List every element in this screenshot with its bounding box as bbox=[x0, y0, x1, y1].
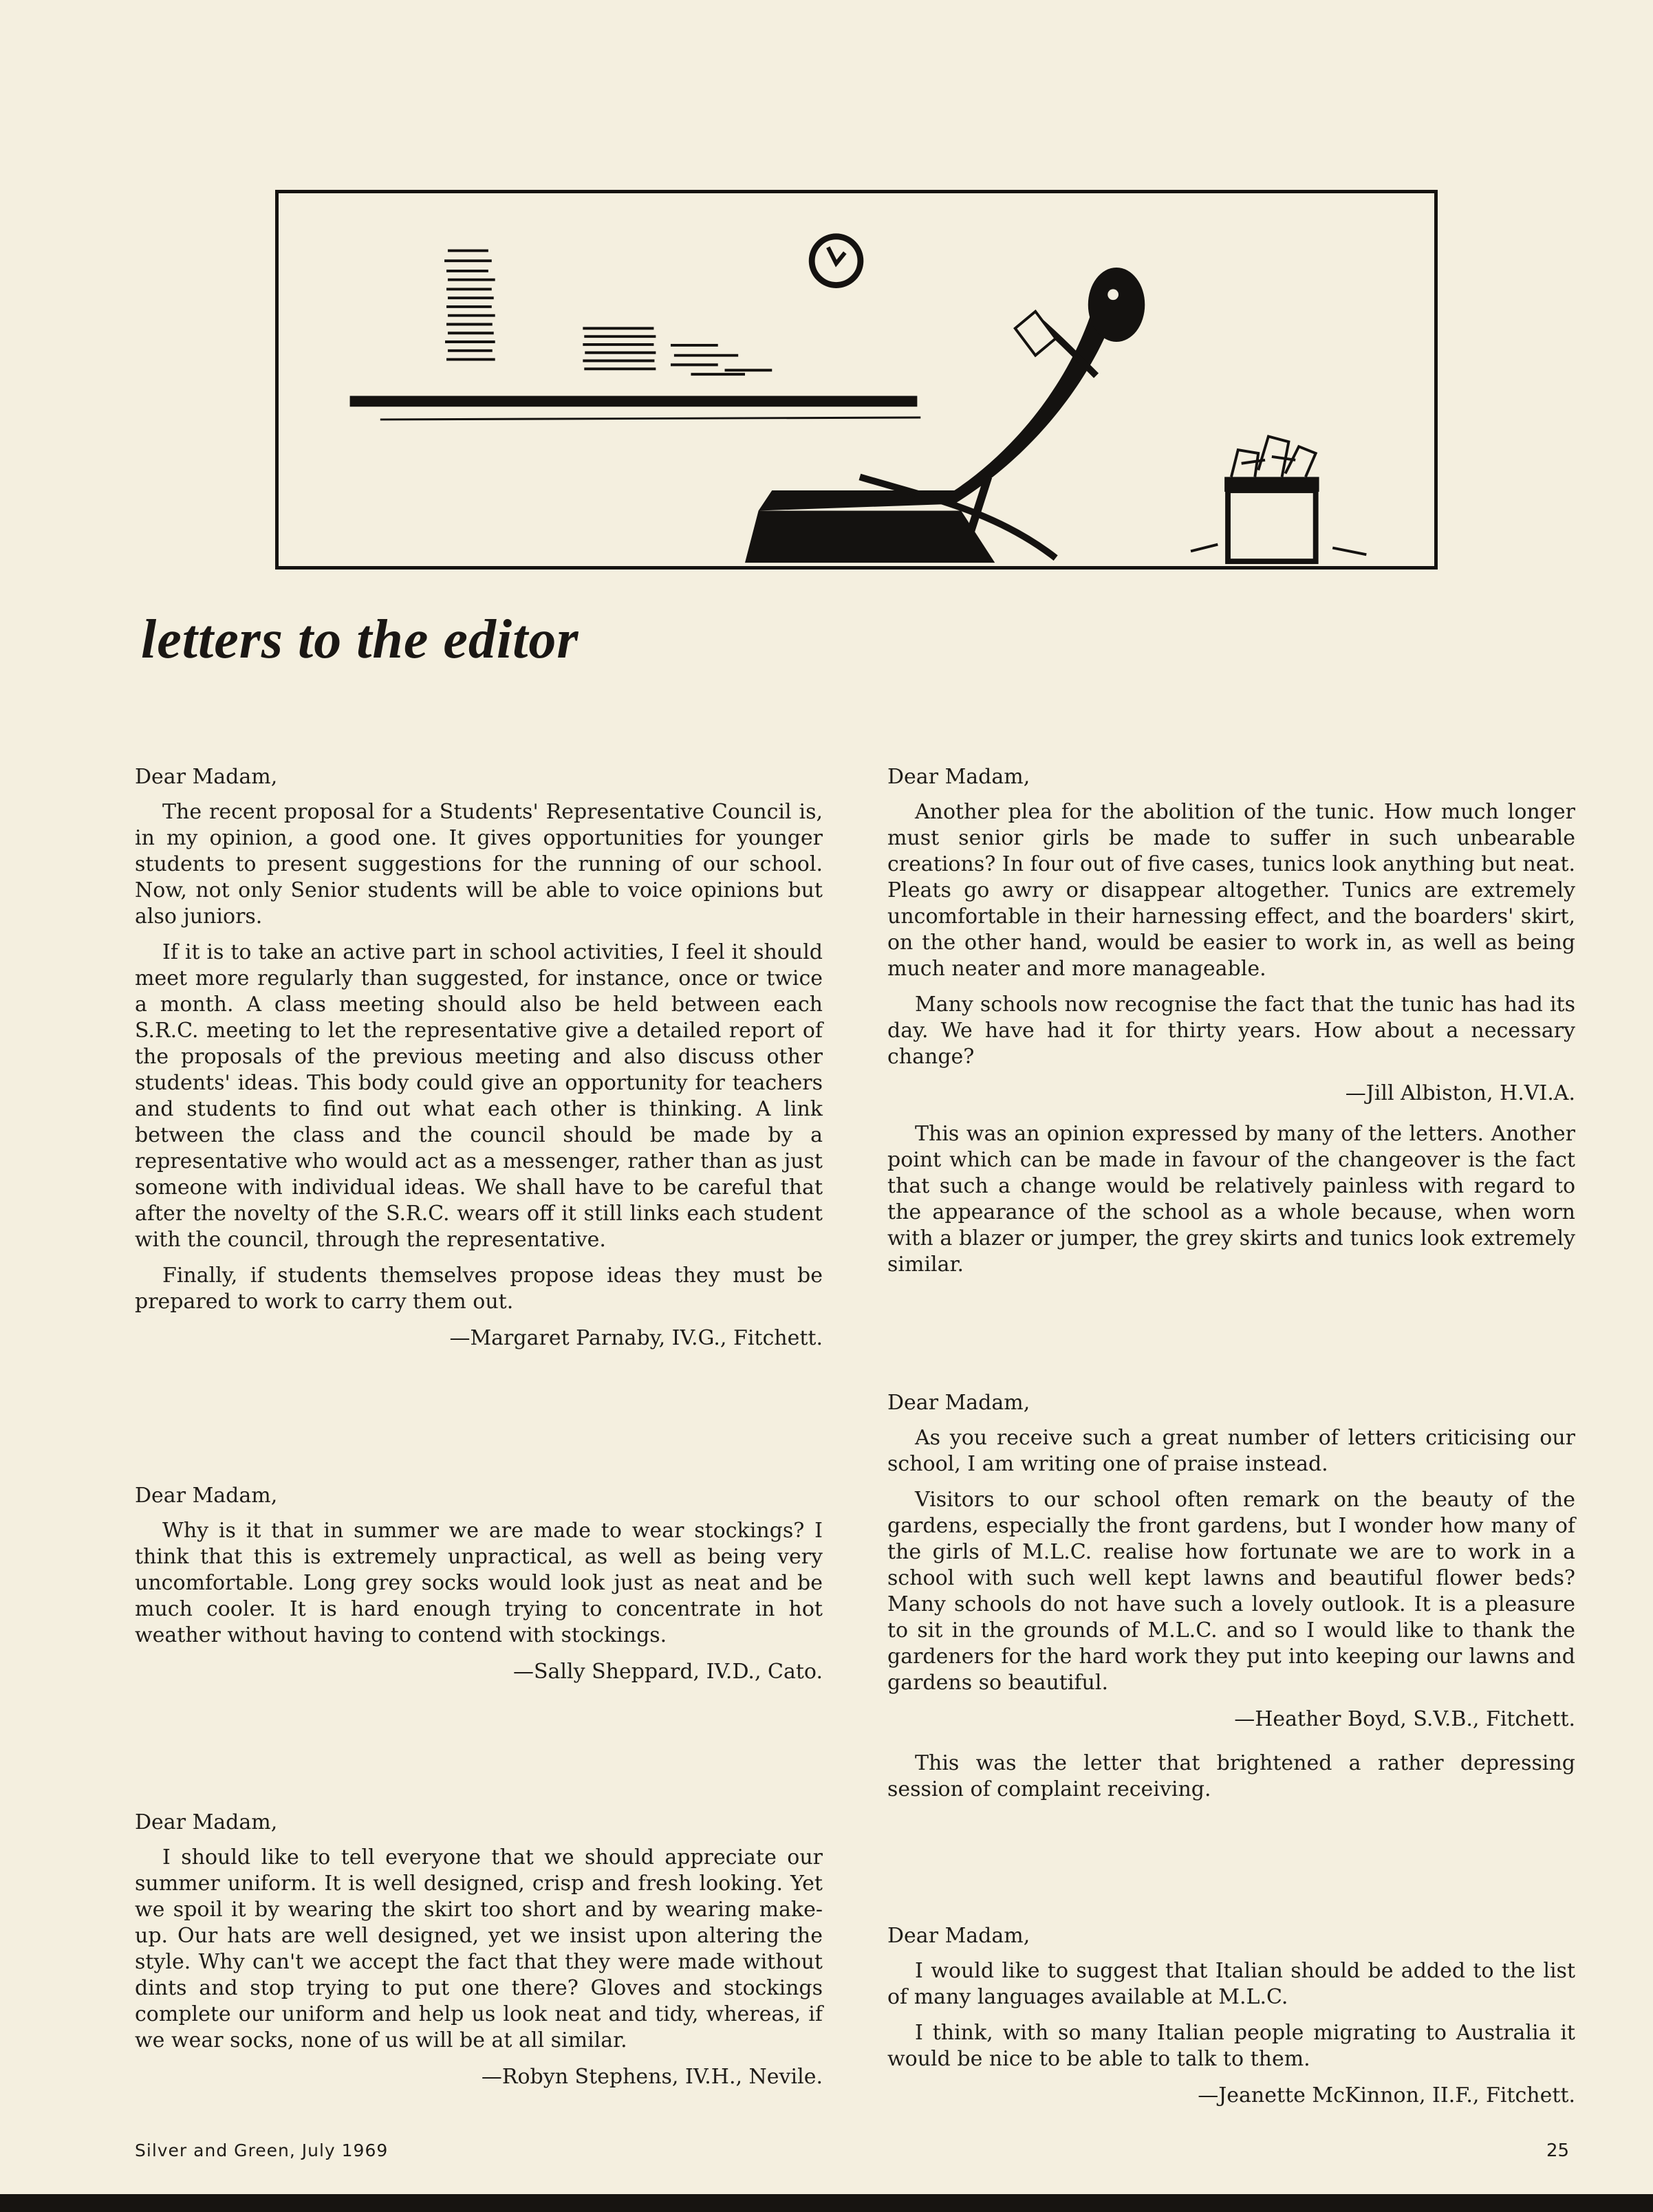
editor-note bbox=[887, 1121, 1575, 1288]
letter-signature: —Sally Sheppard, IV.D., Cato. bbox=[512, 1660, 823, 1684]
editor-note-text: This was an opinion expressed by many of the letters. Another point which can be made in favour of the changeover is the fact that such a change would be relatively painless with regard to the appearance of the school as a whole because, when worn with a blazer or jumper, the grey skirts and tunics look extremely similar. bbox=[887, 1122, 1575, 1277]
letter bbox=[887, 1922, 1575, 2110]
letter-signature: —Heather Boyd, S.V.B., Fitchett. bbox=[1234, 1707, 1575, 1731]
letter bbox=[887, 1389, 1575, 1733]
letter-paragraph: Another plea for the abolition of the tunic. How much longer must senior girls be made to suffer in such unbearable creations? In four out of five cases, tunics look anything but neat. Pleats go awry or disappear altogether. Tunics are extremely uncomfortable in their harnessing effect, and the boarders' skirt, on the other hand, would be easier to work in, as well as being much neater and more manageable. bbox=[887, 800, 1575, 981]
letter bbox=[135, 763, 823, 1352]
letter-paragraph: I should like to tell everyone that we should appreciate our summer uniform. It is well designed, crisp and fresh looking. Yet we spoil it by wearing the skirt too short and by wearing make-up. Our hats are well designed, yet we insist upon altering the style. Why can't we accept the fact that they were made without dints and stop trying to put one there? Gloves and stockings complete our uniform and help us look neat and tidy, whereas, if we wear socks, none of us will be at all similar. bbox=[135, 1845, 823, 2052]
letter-paragraph: Many schools now recognise the fact that the tunic has had its day. We have had it for thirty years. How about a necessary change? bbox=[887, 993, 1575, 1069]
letter-salutation: Dear Madam, bbox=[135, 1810, 278, 1834]
letter-signature: —Jeanette McKinnon, II.F., Fitchett. bbox=[1198, 2083, 1575, 2107]
letter-paragraph: I think, with so many Italian people migrating to Australia it would be nice to be able to talk to them. bbox=[887, 2021, 1575, 2071]
letter bbox=[135, 1809, 823, 2091]
letter-salutation: Dear Madam, bbox=[887, 1391, 1030, 1415]
letter-paragraph: Why is it that in summer we are made to wear stockings? I think that this is extremely unpractical, as well as being very uncomfortable. Long grey socks would look just as neat and be much cooler. It is hard enough trying to concentrate in hot weather without having to contend with stockings. bbox=[135, 1519, 823, 1647]
page-edge bbox=[0, 2194, 1653, 2212]
letter-signature: —Margaret Parnaby, IV.G., Fitchett. bbox=[449, 1326, 823, 1350]
editor-note-text: This was the letter that brightened a rather depressing session of complaint receiving. bbox=[887, 1751, 1575, 1801]
letter bbox=[135, 1482, 823, 1686]
desk-reader-illustration-icon bbox=[275, 190, 1438, 570]
letter-paragraph: If it is to take an active part in school activities, I feel it should meet more regularly than suggested, for instance, once or twice a month. A class meeting should also be held between each S.R.C. meeting to let the representative give a detailed report of the proposals of the previous meeting and also discuss other students' ideas. This body could give an opportunity for teachers and students to find out what each other is thinking. A link between the class and the council should be made by a representative who would act as a messenger, rather than as just someone with individual ideas. We shall have to be careful that after the novelty of the S.R.C. wears off it still links each student with the council, through the representative. bbox=[135, 940, 823, 1252]
letter-paragraph: I would like to suggest that Italian should be added to the list of many languages available at M.L.C. bbox=[887, 1959, 1575, 2009]
page-title: letters to the editor bbox=[141, 609, 579, 670]
letter-salutation: Dear Madam, bbox=[135, 1484, 278, 1508]
letter-signature: —Robyn Stephens, IV.H., Nevile. bbox=[481, 2065, 823, 2089]
page-number: 25 bbox=[1546, 2140, 1570, 2161]
letter bbox=[887, 763, 1575, 1107]
letter-paragraph: Visitors to our school often remark on the beauty of the gardens, especially the front gardens, but I wonder how many of the girls of M.L.C. realise how fortunate we are to work in a school with such well kept lawns and beautiful flower beds? Many schools do not have such a lovely outlook. It is a pleasure to sit in the grounds of M.L.C. and so I would like to thank the gardeners for the hard work they put into keeping our lawns and gardens so beautiful. bbox=[887, 1488, 1575, 1695]
letter-paragraph: Finally, if students themselves propose ideas they must be prepared to work to carry them out. bbox=[135, 1264, 823, 1314]
letter-paragraph: As you receive such a great number of letters criticising our school, I am writing one of praise instead. bbox=[887, 1426, 1575, 1476]
letter-paragraph: The recent proposal for a Students' Representative Council is, in my opinion, a good one. It gives opportunities for younger students to present suggestions for the running of our school. Now, not only Senior students will be able to voice opinions but also juniors. bbox=[135, 800, 823, 929]
letter-signature: —Jill Albiston, H.VI.A. bbox=[1345, 1081, 1575, 1105]
footer-publication: Silver and Green, July 1969 bbox=[135, 2140, 389, 2160]
letter-salutation: Dear Madam, bbox=[887, 1924, 1030, 1948]
letter-salutation: Dear Madam, bbox=[887, 765, 1030, 789]
editor-note bbox=[887, 1750, 1575, 1812]
letter-salutation: Dear Madam, bbox=[135, 765, 278, 789]
